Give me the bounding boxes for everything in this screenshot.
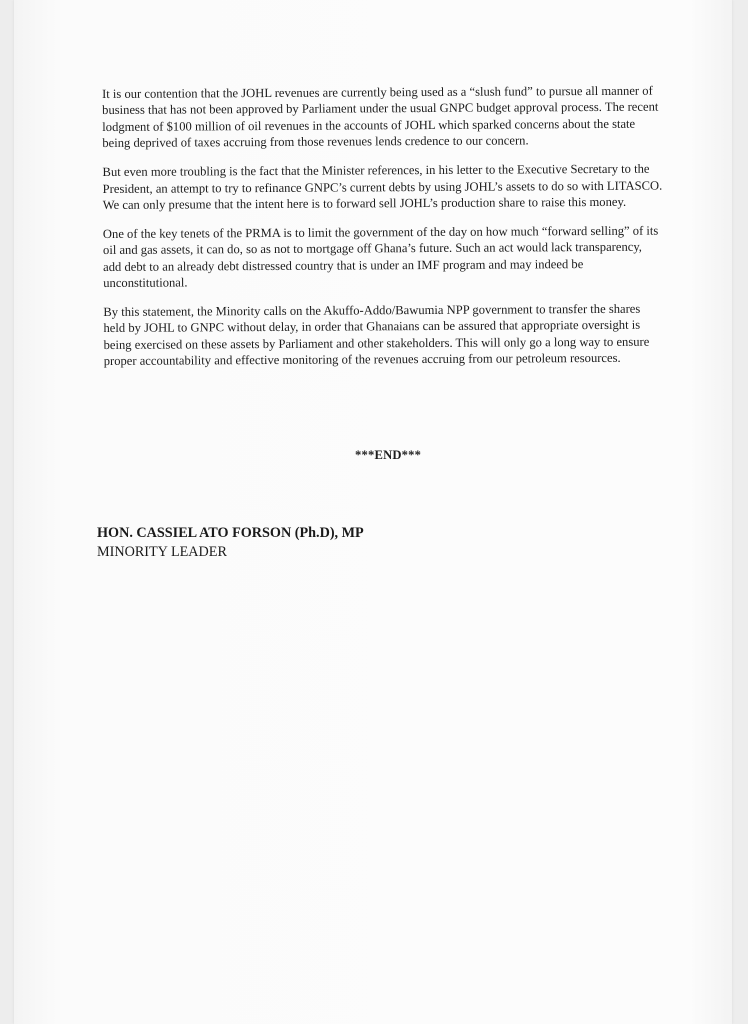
paragraph-refinance-debts: But even more troubling is the fact that the Minister references, in his letter to the Executive Secretary to the President, an attempt to try to refinance GNPC’s current debts by using JOHL’s assets to do so with LITASCO. We can only presume that the intent here is to forward sell JOHL’s production share to raise this money. (102, 161, 663, 212)
end-marker: ***END*** (355, 448, 422, 462)
statement-body (102, 83, 664, 383)
paragraph-slush-fund: It is our contention that the JOHL revenues are currently being used as a “slush fund” to pursue all manner of business that has not been approved by Parliament under the usual GNPC budget approval process. The recent lodgment of $100 million of oil revenues in the accounts of JOHL which sparked concerns about the state being deprived of taxes accruing from those revenues lends credence to our concern. (102, 83, 659, 151)
signatory-name: HON. CASSIEL ATO FORSON (Ph.D), MP (97, 525, 364, 541)
signatory-title: MINORITY LEADER (97, 544, 227, 560)
paragraph-minority-call: By this statement, the Minority calls on the Akuffo-Addo/Bawumia NPP government to transfer the shares held by JOHL to GNPC without delay, in order that Ghanaians can be assured that appropriate oversight is being exercised on these assets by Parliament and other stakeholders. This will only go a long way to ensure proper accountability and effective monitoring of the revenues accruing from our petroleum resources. (103, 301, 650, 369)
signature-block (97, 524, 364, 562)
document-page (14, 0, 732, 1024)
paragraph-prma-tenets: One of the key tenets of the PRMA is to limit the government of the day on how much “forward selling” of its oil and gas assets, it can do, so as not to mortgage off Ghana’s future. Such an act would lack transparency, add debt to an already debt distressed country that is under an IMF program and may indeed be unconstitutional. (102, 223, 659, 291)
